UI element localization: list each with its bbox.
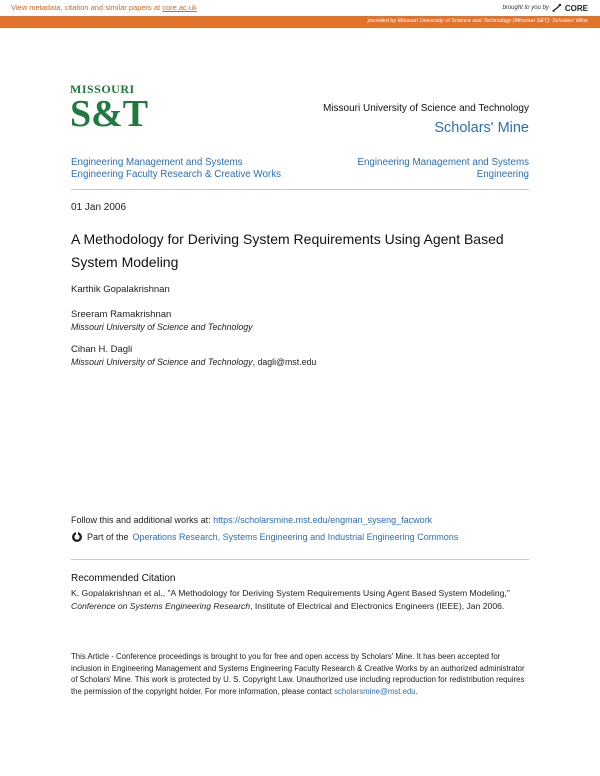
citation-suffix: , Institute of Electrical and Electronics Engineers (IEEE), Jan 2006. — [250, 600, 505, 611]
author-name: Sreeram Ramakrishnan — [71, 309, 172, 320]
contact-email-link[interactable]: scholarsmine@mst.edu — [334, 686, 416, 696]
notice-end: . — [415, 686, 418, 696]
citation-venue: Conference on Systems Engineering Research — [71, 600, 251, 611]
brought-to-you — [503, 3, 589, 13]
logo-st-text: S&T — [70, 93, 149, 135]
brought-text: brought to you by — [502, 5, 549, 11]
metadata-text: View metadata, citation and similar papers at — [11, 3, 161, 12]
access-notice — [71, 651, 531, 697]
institution-name: Missouri University of Science and Technology — [322, 103, 529, 114]
core-link[interactable]: core.ac.uk — [162, 3, 197, 12]
follow-url-link[interactable]: https://scholarsmine.mst.edu/engman_syseng_facwork — [213, 515, 433, 525]
core-topbar — [0, 0, 600, 16]
citation-prefix: K. Gopalakrishnan et al., "A Methodology for Deriving System Requirements Using Agent Based System Modeling," — [71, 588, 510, 598]
citation-text — [71, 587, 531, 612]
author-name: Karthik Gopalakrishnan — [71, 284, 170, 295]
collection-right-line1[interactable]: Engineering Management and Systems — [357, 157, 529, 168]
collection-left[interactable] — [71, 157, 281, 181]
publication-date: 01 Jan 2006 — [71, 202, 127, 213]
collection-left-line1[interactable]: Engineering Management and Systems — [71, 157, 243, 168]
missouri-st-logo — [70, 82, 149, 138]
logo-missouri-text: MISSOURI — [70, 82, 135, 96]
core-metadata-notice — [11, 3, 197, 12]
author-affiliation-row — [71, 357, 316, 367]
provided-by-text: provided by Missouri University of Science and Technology (Missouri S&T): Scholars' Mine — [367, 18, 588, 24]
author-email[interactable]: , dagli@mst.edu — [252, 357, 317, 367]
author-affiliation: Missouri University of Science and Technology — [71, 357, 253, 367]
scholars-mine-link[interactable]: Scholars' Mine — [434, 120, 529, 136]
collection-right[interactable] — [357, 157, 529, 181]
notice-text: This Article - Conference proceedings is brought to you for free and open access by Scholars' Mine. It has been accepted for inclusion in Engineering Management and Systems Engineering Faculty Research & Creative Works by an authorized administrator of Scholars' Mine. This work is protected by U. S. Copyright Law. Unauthorized use including reproduction for redistribution requires the permission of the copyright holder. For more information, please contact — [71, 652, 525, 696]
collection-right-line2[interactable]: Engineering — [476, 169, 529, 180]
follow-text: Follow this and additional works at: — [71, 515, 214, 525]
article-title: A Methodology for Deriving System Requirements Using Agent Based System Modeling — [71, 231, 504, 270]
author-affiliation: Missouri University of Science and Technology — [71, 322, 253, 332]
divider-bottom — [71, 559, 529, 560]
author-name: Cihan H. Dagli — [71, 344, 133, 355]
part-of-text: Part of the — [87, 532, 129, 542]
follow-line — [71, 515, 432, 525]
core-logo-icon — [552, 3, 562, 13]
provided-by-bar — [0, 16, 600, 28]
core-label[interactable]: CORE — [564, 3, 588, 13]
part-of-line — [71, 531, 458, 543]
open-access-icon — [71, 531, 83, 543]
citation-heading: Recommended Citation — [71, 573, 176, 584]
collection-left-line2[interactable]: Engineering Faculty Research & Creative Works — [71, 169, 281, 180]
commons-link[interactable]: Operations Research, Systems Engineering and Industrial Engineering Commons — [132, 532, 459, 542]
divider-top — [71, 189, 529, 190]
